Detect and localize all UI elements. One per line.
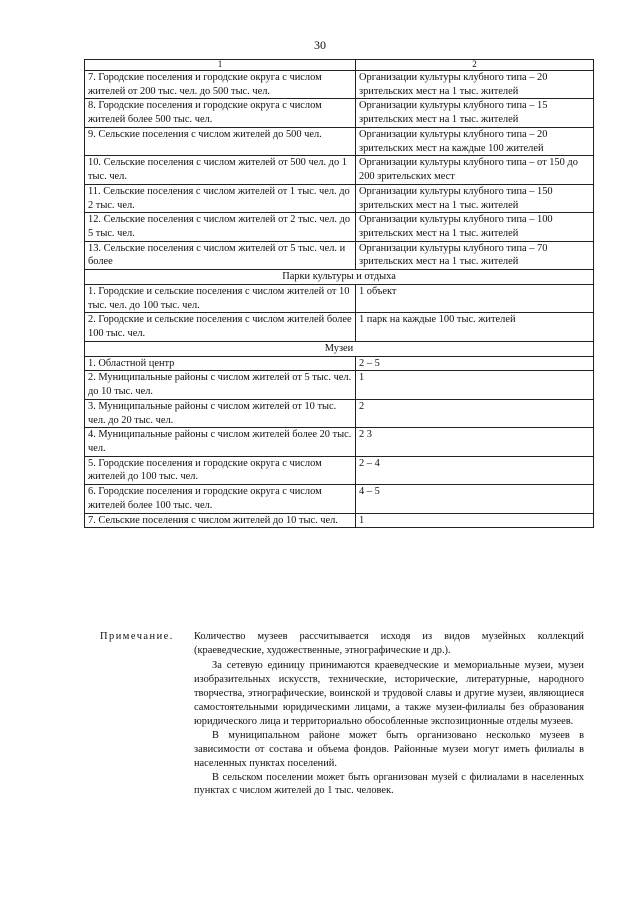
table-row — [85, 456, 594, 484]
table-row — [85, 371, 594, 399]
note-paragraph: В сельском поселении может быть организован музей с филиалами в населенных пунктах с числом жителей до 1 тыс. человек. — [194, 771, 584, 797]
row-norm-cell: 2 – 4 — [356, 456, 594, 484]
table-header-row — [85, 60, 594, 71]
row-norm-cell: 1 — [356, 513, 594, 528]
row-norm-cell: Организации культуры клубного типа – 20 зрительских мест на 1 тыс. жителей — [356, 70, 594, 98]
row-settlement-cell: 10. Сельские поселения с числом жителей от 500 чел. до 1 тыс. чел. — [85, 156, 356, 184]
table-row — [85, 399, 594, 427]
row-settlement-cell: 3. Муниципальные районы с числом жителей от 10 тыс. чел. до 20 тыс. чел. — [85, 399, 356, 427]
row-settlement-cell: 1. Городские и сельские поселения с числом жителей от 10 тыс. чел. до 100 тыс. чел. — [85, 284, 356, 312]
row-settlement-cell: 11. Сельские поселения с числом жителей от 1 тыс. чел. до 2 тыс. чел. — [85, 184, 356, 212]
table-row — [85, 213, 594, 241]
norms-table-body — [85, 60, 594, 528]
row-norm-cell: 1 — [356, 371, 594, 399]
note-paragraph: В муниципальном районе может быть организовано несколько музеев в зависимости от состава и объема фондов. Районные музеи могут иметь филиалы в населенных пунктах поселений. — [194, 729, 584, 769]
page-number: 30 — [314, 38, 326, 52]
row-settlement-cell: 7. Городские поселения и городские округа с числом жителей от 200 тыс. чел. до 500 тыс. чел. — [85, 70, 356, 98]
norms-table — [84, 59, 594, 528]
row-settlement-cell: 8. Городские поселения и городские округа с числом жителей более 500 тыс. чел. — [85, 99, 356, 127]
note-header — [100, 630, 584, 658]
table-row — [85, 313, 594, 341]
row-norm-cell: 4 – 5 — [356, 485, 594, 513]
note-label: Примечание. — [100, 631, 174, 642]
section-heading-museums: Музеи — [85, 341, 594, 356]
row-norm-cell: 2 3 — [356, 428, 594, 456]
row-norm-cell: Организации культуры клубного типа – 70 зрительских мест на 1 тыс. жителей — [356, 241, 594, 269]
table-row — [85, 513, 594, 528]
table-row — [85, 127, 594, 155]
column-header-1: 1 — [85, 60, 356, 71]
row-settlement-cell: 13. Сельские поселения с числом жителей от 5 тыс. чел. и более — [85, 241, 356, 269]
row-norm-cell: Организации культуры клубного типа – от 150 до 200 зрительских мест — [356, 156, 594, 184]
row-settlement-cell: 12. Сельские поселения с числом жителей от 2 тыс. чел. до 5 тыс. чел. — [85, 213, 356, 241]
table-row — [85, 241, 594, 269]
row-settlement-cell: 9. Сельские поселения с числом жителей до 500 чел. — [85, 127, 356, 155]
row-settlement-cell: 1. Областной центр — [85, 356, 356, 371]
row-norm-cell: Организации культуры клубного типа – 15 зрительских мест на 1 тыс. жителей — [356, 99, 594, 127]
row-settlement-cell: 2. Городские и сельские поселения с числом жителей более 100 тыс. чел. — [85, 313, 356, 341]
column-header-2: 2 — [356, 60, 594, 71]
row-settlement-cell: 6. Городские поселения и городские округа с числом жителей более 100 тыс. чел. — [85, 485, 356, 513]
row-norm-cell: Организации культуры клубного типа – 20 зрительских мест на каждые 100 жителей — [356, 127, 594, 155]
section-row — [85, 341, 594, 356]
row-norm-cell: 2 – 5 — [356, 356, 594, 371]
row-norm-cell: 2 — [356, 399, 594, 427]
row-norm-cell: 1 объект — [356, 284, 594, 312]
row-norm-cell: 1 парк на каждые 100 тыс. жителей — [356, 313, 594, 341]
table-row — [85, 184, 594, 212]
row-settlement-cell: 7. Сельские поселения с числом жителей до 10 тыс. чел. — [85, 513, 356, 528]
row-settlement-cell: 5. Городские поселения и городские округа с числом жителей до 100 тыс. чел. — [85, 456, 356, 484]
table-row — [85, 356, 594, 371]
table-row — [85, 428, 594, 456]
row-settlement-cell: 4. Муниципальные районы с числом жителей более 20 тыс. чел. — [85, 428, 356, 456]
table-row — [85, 156, 594, 184]
row-norm-cell: Организации культуры клубного типа – 150 зрительских мест на 1 тыс. жителей — [356, 184, 594, 212]
table-row — [85, 284, 594, 312]
row-settlement-cell: 2. Муниципальные районы с числом жителей от 5 тыс. чел. до 10 тыс. чел. — [85, 371, 356, 399]
note-body — [194, 659, 584, 798]
section-row — [85, 270, 594, 285]
note-paragraph: За сетевую единицу принимаются краеведческие и мемориальные музеи, музеи изобразительных искусств, технические, исторические, литературные, народного творчества, этнографические, воинской и трудовой славы и другие музеи, являющиеся самостоятельными юридическими лицами, а также музеи-филиалы без образования юридического лица и территориально обособленные экспозиционные отделы музеев. — [194, 660, 584, 727]
note-first-paragraph: Количество музеев рассчитывается исходя из видов музейных коллекций (краеведческие, художественные, этнографические и др.). — [194, 631, 584, 656]
table-row — [85, 70, 594, 98]
table-row — [85, 485, 594, 513]
table-row — [85, 99, 594, 127]
section-heading-parks: Парки культуры и отдыха — [85, 270, 594, 285]
row-norm-cell: Организации культуры клубного типа – 100 зрительских мест на 1 тыс. жителей — [356, 213, 594, 241]
